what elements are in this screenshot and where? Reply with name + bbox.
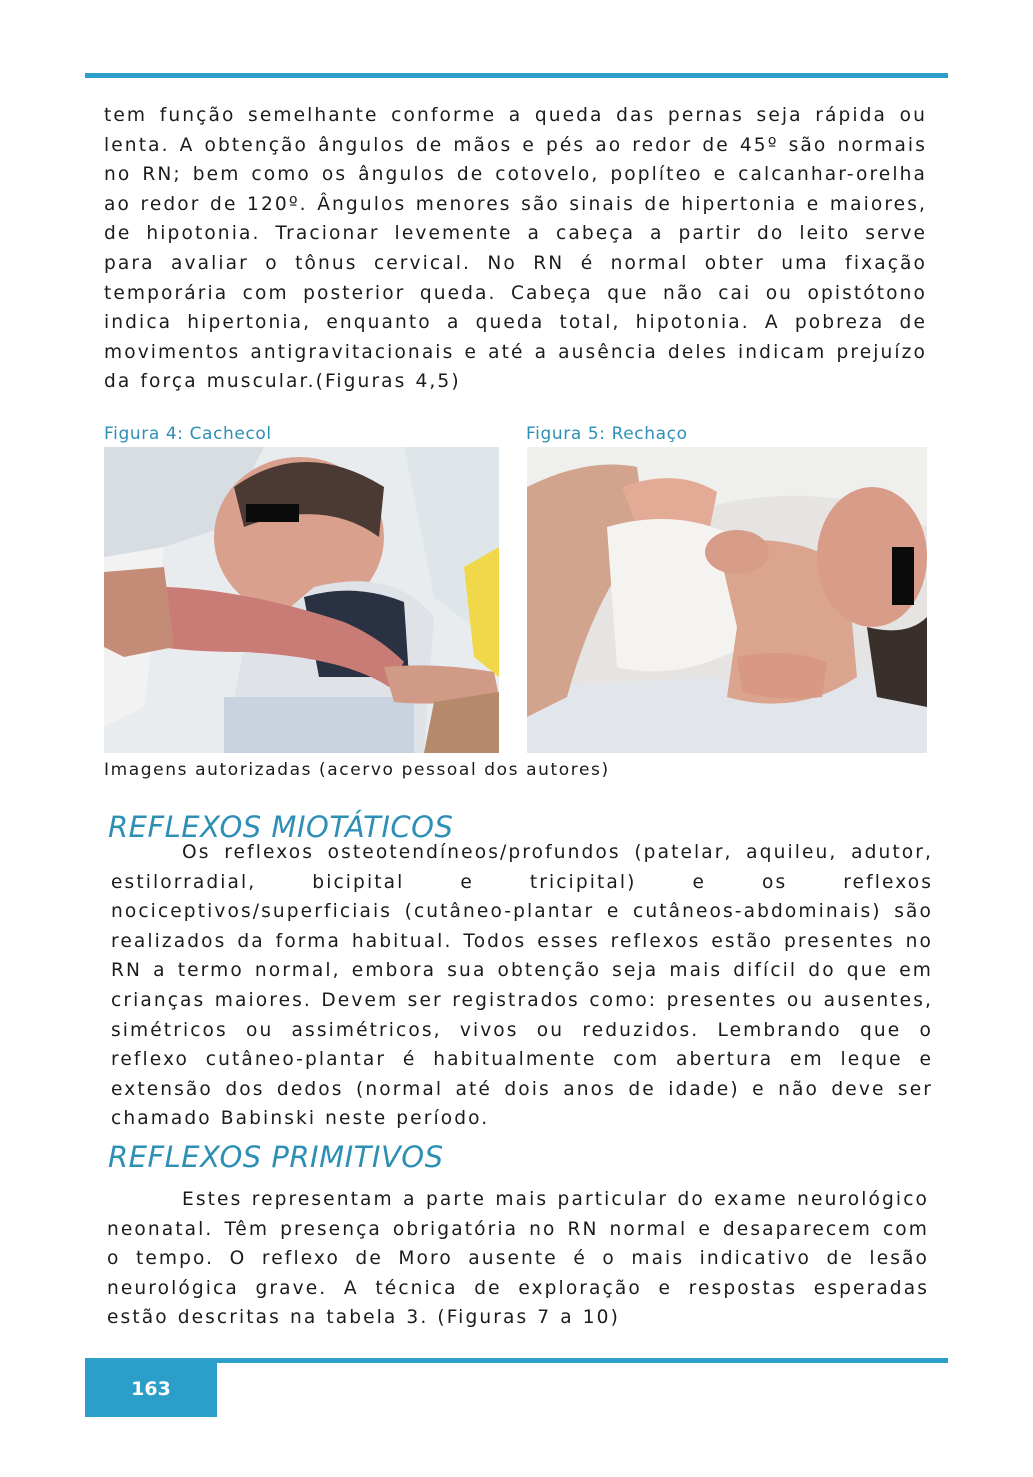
intro-paragraph: tem função semelhante conforme a queda das pernas seja rápida ou lenta. A obtenção ângulos de mãos e pés ao redor de 45º são normais no RN; bem como os ângulos de cotovelo, poplíteo e calcanhar-orelha ao redor de 120º. Ângulos menores são sinais de hipertonia e maiores, de hipotonia. Tracionar levemente a cabeça a partir do leito serve para avaliar o tônus cervical. No RN é normal obter uma fixação temporária com posterior queda. Cabeça que não cai ou opistótono indica hipertonia, enquanto a queda total, hipotonia. A pobreza de movimentos antigravitacionais e até a ausência deles indicam prejuízo da força muscular.(Figuras 4,5) xyxy=(104,105,927,393)
page-number: 163 xyxy=(85,1360,217,1417)
section-body-reflexos-miotaticos: Os reflexos osteotendíneos/profundos (patelar, aquileu, adutor, estilorradial, bicipital e tricipital) e os reflexos nociceptivos/superficiais (cutâneo-plantar e cutâneos-abdominais) são realizados da forma habitual. Todos esses reflexos estão presentes no RN a termo normal, embora sua obtenção seja mais difícil do que em crianças maiores. Devem ser registrados como: presentes ou ausentes, simétricos ou assimétricos, vivos ou reduzidos. Lembrando que o reflexo cutâneo-plantar é habitualmente com abertura em leque e extensão dos dedos (normal até dois anos de idade) e não deve ser chamado Babinski neste período. xyxy=(111,842,933,1130)
figure-5-caption: Figura 5: Rechaço xyxy=(526,424,688,444)
top-rule xyxy=(85,73,948,78)
image-credit: Imagens autorizadas (acervo pessoal dos autores) xyxy=(104,760,610,780)
section-body-reflexos-primitivos: Estes representam a parte mais particular do exame neurológico neonatal. Têm presença obrigatória no RN normal e desaparecem com o tempo. O reflexo de Moro ausente é o mais indicativo de lesão neurológica grave. A técnica de exploração e respostas esperadas estão descritas na tabela 3. (Figuras 7 a 10) xyxy=(107,1189,929,1329)
section-heading-reflexos-primitivos: REFLEXOS PRIMITIVOS xyxy=(108,1140,444,1174)
figure-5-photo xyxy=(527,447,927,753)
figure-4-photo xyxy=(104,447,499,753)
section-heading-reflexos-miotaticos: REFLEXOS MIOTÁTICOS xyxy=(108,810,454,844)
figure-4-caption: Figura 4: Cachecol xyxy=(104,424,272,444)
